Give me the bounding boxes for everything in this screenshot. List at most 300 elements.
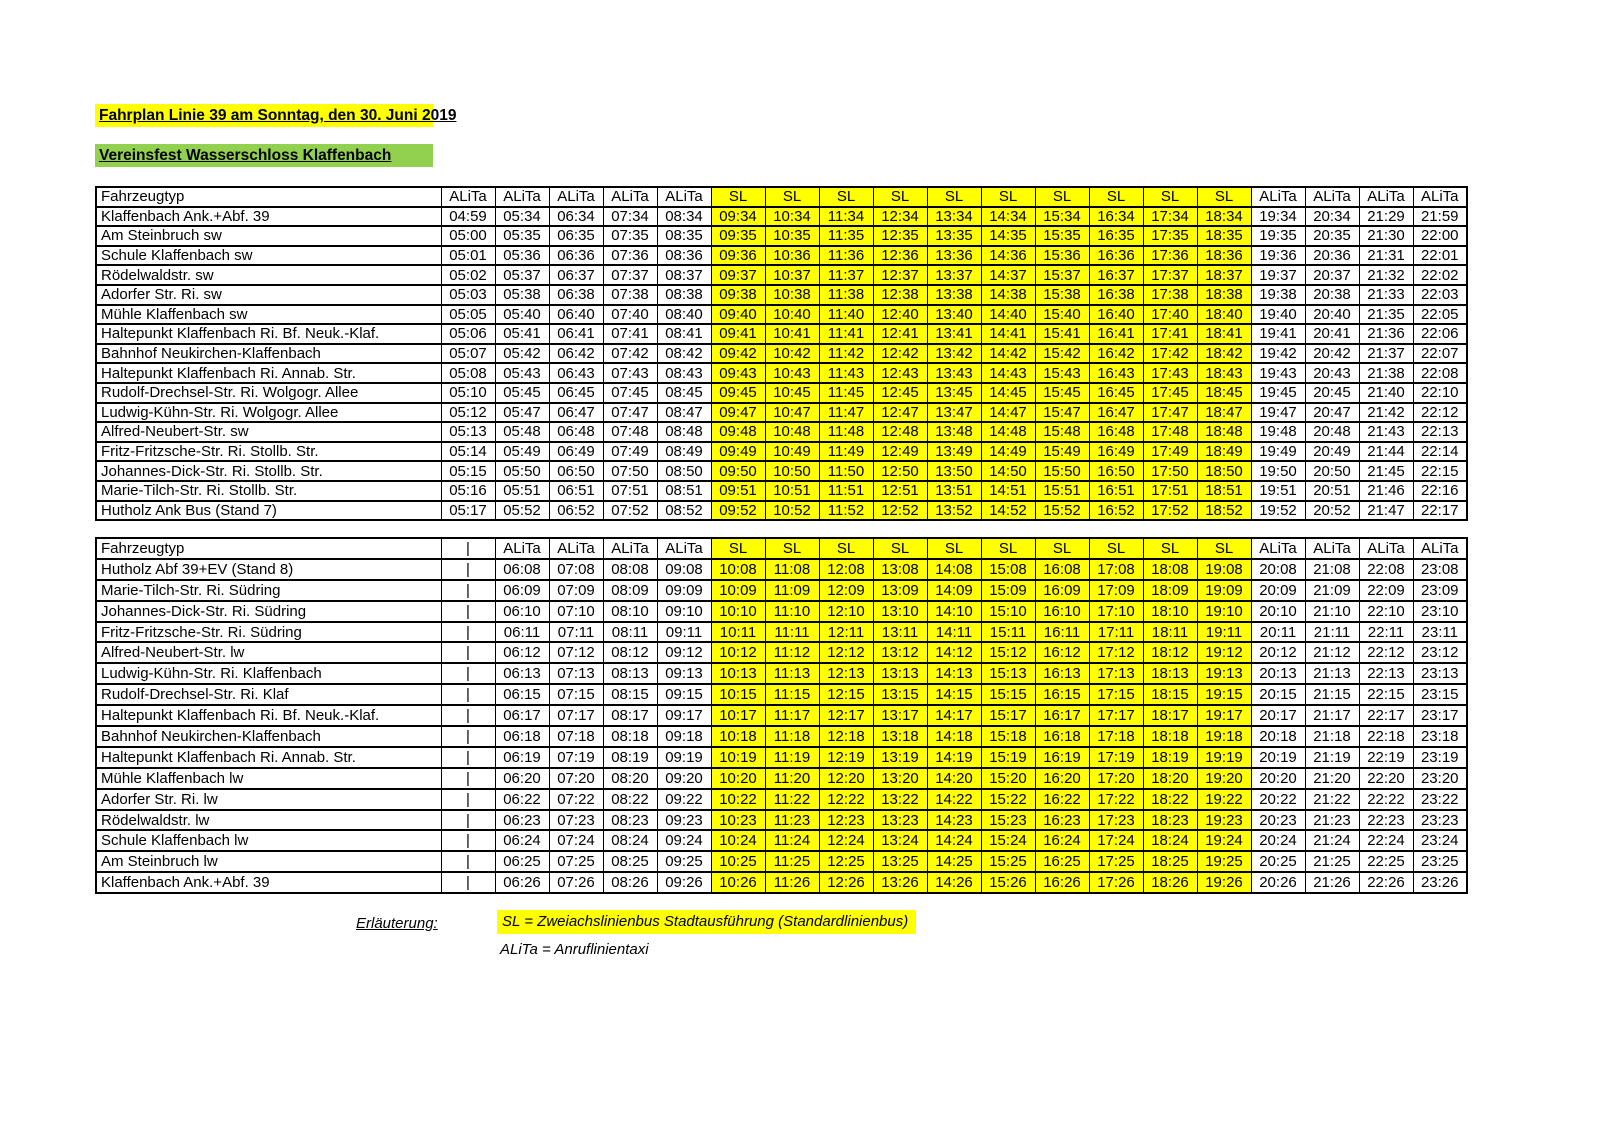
departure-time-cell: 10:50 xyxy=(765,461,819,481)
departure-time-cell: 13:40 xyxy=(927,305,981,325)
no-service-cell: | xyxy=(441,705,495,726)
stop-row xyxy=(96,705,1467,726)
departure-time-cell: 20:18 xyxy=(1251,726,1305,747)
stop-row xyxy=(96,580,1467,601)
departure-time-cell: 14:41 xyxy=(981,324,1035,344)
departure-time-cell: 21:10 xyxy=(1305,601,1359,622)
departure-time-cell: 05:08 xyxy=(441,363,495,383)
departure-time-cell: 06:45 xyxy=(549,383,603,403)
header-row xyxy=(96,187,1467,207)
departure-time-cell: 08:08 xyxy=(603,559,657,580)
departure-time-cell: 16:34 xyxy=(1089,207,1143,227)
departure-time-cell: 13:49 xyxy=(927,442,981,462)
departure-time-cell: 10:35 xyxy=(765,226,819,246)
stop-row xyxy=(96,559,1467,580)
departure-time-cell: 07:52 xyxy=(603,501,657,521)
departure-time-cell: 21:09 xyxy=(1305,580,1359,601)
departure-time-cell: 15:08 xyxy=(981,559,1035,580)
departure-time-cell: 11:51 xyxy=(819,481,873,501)
departure-time-cell: 08:48 xyxy=(657,422,711,442)
departure-time-cell: 05:14 xyxy=(441,442,495,462)
no-service-cell: | xyxy=(441,559,495,580)
departure-time-cell: 11:23 xyxy=(765,810,819,831)
departure-time-cell: 12:12 xyxy=(819,642,873,663)
departure-time-cell: 20:37 xyxy=(1305,265,1359,285)
departure-time-cell: 07:48 xyxy=(603,422,657,442)
departure-time-cell: 18:52 xyxy=(1197,501,1251,521)
departure-time-cell: 22:25 xyxy=(1359,851,1413,872)
departure-time-cell: 16:15 xyxy=(1035,684,1089,705)
departure-time-cell: 14:48 xyxy=(981,422,1035,442)
departure-time-cell: 14:36 xyxy=(981,246,1035,266)
departure-time-cell: 09:37 xyxy=(711,265,765,285)
departure-time-cell: 21:42 xyxy=(1359,403,1413,423)
departure-time-cell: 11:37 xyxy=(819,265,873,285)
stop-name-cell: Am Steinbruch lw xyxy=(96,851,441,872)
departure-time-cell: 22:10 xyxy=(1359,601,1413,622)
departure-time-cell: 21:13 xyxy=(1305,663,1359,684)
departure-time-cell: 08:11 xyxy=(603,622,657,643)
departure-time-cell: 08:43 xyxy=(657,363,711,383)
departure-time-cell: 19:42 xyxy=(1251,344,1305,364)
departure-time-cell: 08:20 xyxy=(603,768,657,789)
departure-time-cell: 20:24 xyxy=(1251,830,1305,851)
stop-row xyxy=(96,422,1467,442)
departure-time-cell: 18:45 xyxy=(1197,383,1251,403)
departure-time-cell: 09:24 xyxy=(657,830,711,851)
departure-time-cell: 20:35 xyxy=(1305,226,1359,246)
departure-time-cell: 10:26 xyxy=(711,872,765,893)
stop-name-cell: Bahnhof Neukirchen-Klaffenbach xyxy=(96,344,441,364)
departure-time-cell: 15:11 xyxy=(981,622,1035,643)
departure-time-cell: 06:10 xyxy=(495,601,549,622)
departure-time-cell: 18:11 xyxy=(1143,622,1197,643)
departure-time-cell: 06:09 xyxy=(495,580,549,601)
departure-time-cell: 06:19 xyxy=(495,747,549,768)
departure-time-cell: 14:34 xyxy=(981,207,1035,227)
departure-time-cell: 16:24 xyxy=(1035,830,1089,851)
departure-time-cell: 23:12 xyxy=(1413,642,1467,663)
departure-time-cell: 07:38 xyxy=(603,285,657,305)
departure-time-cell: 13:10 xyxy=(873,601,927,622)
stop-row xyxy=(96,403,1467,423)
departure-time-cell: 12:26 xyxy=(819,872,873,893)
departure-time-cell: 07:42 xyxy=(603,344,657,364)
departure-time-cell: 15:42 xyxy=(1035,344,1089,364)
departure-time-cell: 12:36 xyxy=(873,246,927,266)
departure-time-cell: 06:08 xyxy=(495,559,549,580)
departure-time-cell: 20:25 xyxy=(1251,851,1305,872)
departure-time-cell: 05:48 xyxy=(495,422,549,442)
departure-time-cell: 13:23 xyxy=(873,810,927,831)
departure-time-cell: 21:36 xyxy=(1359,324,1413,344)
departure-time-cell: 17:50 xyxy=(1143,461,1197,481)
departure-time-cell: 13:37 xyxy=(927,265,981,285)
departure-time-cell: 18:42 xyxy=(1197,344,1251,364)
departure-time-cell: 11:38 xyxy=(819,285,873,305)
stop-row xyxy=(96,830,1467,851)
departure-time-cell: 05:36 xyxy=(495,246,549,266)
departure-time-cell: 13:08 xyxy=(873,559,927,580)
stop-row xyxy=(96,363,1467,383)
departure-time-cell: 07:19 xyxy=(549,747,603,768)
departure-time-cell: 07:17 xyxy=(549,705,603,726)
departure-time-cell: 12:42 xyxy=(873,344,927,364)
departure-time-cell: 22:08 xyxy=(1413,363,1467,383)
departure-time-cell: 16:11 xyxy=(1035,622,1089,643)
stop-name-cell: Mühle Klaffenbach sw xyxy=(96,305,441,325)
departure-time-cell: 11:48 xyxy=(819,422,873,442)
departure-time-cell: 08:35 xyxy=(657,226,711,246)
departure-time-cell: 08:15 xyxy=(603,684,657,705)
departure-time-cell: 07:11 xyxy=(549,622,603,643)
departure-time-cell: 16:26 xyxy=(1035,872,1089,893)
departure-time-cell: 14:37 xyxy=(981,265,1035,285)
departure-time-cell: 06:48 xyxy=(549,422,603,442)
departure-time-cell: 22:05 xyxy=(1413,305,1467,325)
departure-time-cell: 05:16 xyxy=(441,481,495,501)
stop-row xyxy=(96,726,1467,747)
departure-time-cell: 09:43 xyxy=(711,363,765,383)
departure-time-cell: 19:18 xyxy=(1197,726,1251,747)
departure-time-cell: 14:35 xyxy=(981,226,1035,246)
departure-time-cell: 23:26 xyxy=(1413,872,1467,893)
departure-time-cell: 16:23 xyxy=(1035,810,1089,831)
departure-time-cell: 07:40 xyxy=(603,305,657,325)
departure-time-cell: 07:36 xyxy=(603,246,657,266)
departure-time-cell: 22:13 xyxy=(1413,422,1467,442)
stop-name-cell: Haltepunkt Klaffenbach Ri. Bf. Neuk.-Klaf. xyxy=(96,705,441,726)
column-header-alita: ALiTa xyxy=(441,187,495,207)
departure-time-cell: 14:09 xyxy=(927,580,981,601)
departure-time-cell: 10:10 xyxy=(711,601,765,622)
departure-time-cell: 15:23 xyxy=(981,810,1035,831)
departure-time-cell: 19:47 xyxy=(1251,403,1305,423)
departure-time-cell: 09:35 xyxy=(711,226,765,246)
departure-time-cell: 11:13 xyxy=(765,663,819,684)
departure-time-cell: 15:15 xyxy=(981,684,1035,705)
departure-time-cell: 20:42 xyxy=(1305,344,1359,364)
departure-time-cell: 20:19 xyxy=(1251,747,1305,768)
departure-time-cell: 11:40 xyxy=(819,305,873,325)
departure-time-cell: 06:51 xyxy=(549,481,603,501)
departure-time-cell: 05:51 xyxy=(495,481,549,501)
departure-time-cell: 14:19 xyxy=(927,747,981,768)
departure-time-cell: 07:51 xyxy=(603,481,657,501)
departure-time-cell: 22:12 xyxy=(1359,642,1413,663)
departure-time-cell: 09:42 xyxy=(711,344,765,364)
departure-time-cell: 19:45 xyxy=(1251,383,1305,403)
departure-time-cell: 18:43 xyxy=(1197,363,1251,383)
departure-time-cell: 22:11 xyxy=(1359,622,1413,643)
departure-time-cell: 09:51 xyxy=(711,481,765,501)
departure-time-cell: 12:19 xyxy=(819,747,873,768)
departure-time-cell: 10:08 xyxy=(711,559,765,580)
departure-time-cell: 22:15 xyxy=(1359,684,1413,705)
departure-time-cell: 12:24 xyxy=(819,830,873,851)
departure-time-cell: 14:40 xyxy=(981,305,1035,325)
departure-time-cell: 18:19 xyxy=(1143,747,1197,768)
departure-time-cell: 05:13 xyxy=(441,422,495,442)
departure-time-cell: 17:43 xyxy=(1143,363,1197,383)
departure-time-cell: 14:20 xyxy=(927,768,981,789)
departure-time-cell: 07:08 xyxy=(549,559,603,580)
departure-time-cell: 22:13 xyxy=(1359,663,1413,684)
departure-time-cell: 05:17 xyxy=(441,501,495,521)
departure-time-cell: 10:34 xyxy=(765,207,819,227)
departure-time-cell: 13:50 xyxy=(927,461,981,481)
column-header-alita: ALiTa xyxy=(657,187,711,207)
departure-time-cell: 12:18 xyxy=(819,726,873,747)
departure-time-cell: 11:24 xyxy=(765,830,819,851)
stop-name-cell: Haltepunkt Klaffenbach Ri. Annab. Str. xyxy=(96,747,441,768)
departure-time-cell: 08:50 xyxy=(657,461,711,481)
departure-time-cell: 23:15 xyxy=(1413,684,1467,705)
departure-time-cell: 12:48 xyxy=(873,422,927,442)
departure-time-cell: 09:20 xyxy=(657,768,711,789)
departure-time-cell: 21:08 xyxy=(1305,559,1359,580)
departure-time-cell: 21:25 xyxy=(1305,851,1359,872)
departure-time-cell: 21:22 xyxy=(1305,789,1359,810)
departure-time-cell: 06:25 xyxy=(495,851,549,872)
departure-time-cell: 09:13 xyxy=(657,663,711,684)
departure-time-cell: 23:25 xyxy=(1413,851,1467,872)
departure-time-cell: 14:49 xyxy=(981,442,1035,462)
departure-time-cell: 08:25 xyxy=(603,851,657,872)
legend-label: Erläuterung: xyxy=(356,915,438,932)
departure-time-cell: 22:09 xyxy=(1359,580,1413,601)
departure-time-cell: 22:16 xyxy=(1413,481,1467,501)
departure-time-cell: 07:45 xyxy=(603,383,657,403)
departure-time-cell: 09:22 xyxy=(657,789,711,810)
departure-time-cell: 10:12 xyxy=(711,642,765,663)
stop-row xyxy=(96,285,1467,305)
departure-time-cell: 17:18 xyxy=(1089,726,1143,747)
departure-time-cell: 19:15 xyxy=(1197,684,1251,705)
departure-time-cell: 19:52 xyxy=(1251,501,1305,521)
departure-time-cell: 10:48 xyxy=(765,422,819,442)
departure-time-cell: 15:12 xyxy=(981,642,1035,663)
stop-name-cell: Rödelwaldstr. sw xyxy=(96,265,441,285)
departure-time-cell: 16:41 xyxy=(1089,324,1143,344)
departure-time-cell: 22:17 xyxy=(1359,705,1413,726)
departure-time-cell: 10:42 xyxy=(765,344,819,364)
stop-row xyxy=(96,324,1467,344)
column-header-sl: SL xyxy=(927,538,981,559)
departure-time-cell: 21:24 xyxy=(1305,830,1359,851)
departure-time-cell: 06:49 xyxy=(549,442,603,462)
departure-time-cell: 06:50 xyxy=(549,461,603,481)
stop-name-cell: Johannes-Dick-Str. Ri. Stollb. Str. xyxy=(96,461,441,481)
departure-time-cell: 05:52 xyxy=(495,501,549,521)
departure-time-cell: 07:26 xyxy=(549,872,603,893)
departure-time-cell: 22:17 xyxy=(1413,501,1467,521)
departure-time-cell: 19:11 xyxy=(1197,622,1251,643)
departure-time-cell: 22:20 xyxy=(1359,768,1413,789)
departure-time-cell: 15:19 xyxy=(981,747,1035,768)
departure-time-cell: 18:12 xyxy=(1143,642,1197,663)
departure-time-cell: 12:10 xyxy=(819,601,873,622)
column-header-sl: SL xyxy=(1035,538,1089,559)
no-service-cell: | xyxy=(441,789,495,810)
departure-time-cell: 19:37 xyxy=(1251,265,1305,285)
stop-row xyxy=(96,226,1467,246)
departure-time-cell: 17:25 xyxy=(1089,851,1143,872)
stop-name-cell: Fritz-Fritzsche-Str. Ri. Stollb. Str. xyxy=(96,442,441,462)
departure-time-cell: 07:22 xyxy=(549,789,603,810)
departure-time-cell: 07:09 xyxy=(549,580,603,601)
departure-time-cell: 05:02 xyxy=(441,265,495,285)
stop-row xyxy=(96,684,1467,705)
departure-time-cell: 04:59 xyxy=(441,207,495,227)
departure-time-cell: 06:38 xyxy=(549,285,603,305)
column-header-alita: ALiTa xyxy=(549,538,603,559)
departure-time-cell: 22:00 xyxy=(1413,226,1467,246)
column-header-alita: ALiTa xyxy=(495,538,549,559)
departure-time-cell: 15:18 xyxy=(981,726,1035,747)
departure-time-cell: 17:41 xyxy=(1143,324,1197,344)
departure-time-cell: 14:42 xyxy=(981,344,1035,364)
column-header-sl: SL xyxy=(1197,187,1251,207)
departure-time-cell: 20:36 xyxy=(1305,246,1359,266)
departure-time-cell: 17:37 xyxy=(1143,265,1197,285)
stop-name-cell: Schule Klaffenbach lw xyxy=(96,830,441,851)
departure-time-cell: 13:34 xyxy=(927,207,981,227)
departure-time-cell: 17:11 xyxy=(1089,622,1143,643)
column-header-sl: SL xyxy=(765,187,819,207)
departure-time-cell: 06:41 xyxy=(549,324,603,344)
departure-time-cell: 13:36 xyxy=(927,246,981,266)
departure-time-cell: 11:20 xyxy=(765,768,819,789)
departure-time-cell: 17:26 xyxy=(1089,872,1143,893)
departure-time-cell: 21:31 xyxy=(1359,246,1413,266)
departure-time-cell: 12:41 xyxy=(873,324,927,344)
departure-time-cell: 18:36 xyxy=(1197,246,1251,266)
departure-time-cell: 12:40 xyxy=(873,305,927,325)
departure-time-cell: 06:24 xyxy=(495,830,549,851)
departure-time-cell: 13:11 xyxy=(873,622,927,643)
departure-time-cell: 07:34 xyxy=(603,207,657,227)
departure-time-cell: 21:44 xyxy=(1359,442,1413,462)
departure-time-cell: 10:11 xyxy=(711,622,765,643)
departure-time-cell: 09:09 xyxy=(657,580,711,601)
departure-time-cell: 12:50 xyxy=(873,461,927,481)
departure-time-cell: 08:12 xyxy=(603,642,657,663)
departure-time-cell: 10:18 xyxy=(711,726,765,747)
departure-time-cell: 21:46 xyxy=(1359,481,1413,501)
stop-name-cell: Adorfer Str. Ri. lw xyxy=(96,789,441,810)
departure-time-cell: 05:41 xyxy=(495,324,549,344)
departure-time-cell: 05:38 xyxy=(495,285,549,305)
stop-row xyxy=(96,246,1467,266)
departure-time-cell: 19:12 xyxy=(1197,642,1251,663)
departure-time-cell: 10:17 xyxy=(711,705,765,726)
departure-time-cell: 19:50 xyxy=(1251,461,1305,481)
departure-time-cell: 10:36 xyxy=(765,246,819,266)
departure-time-cell: 06:26 xyxy=(495,872,549,893)
departure-time-cell: 10:19 xyxy=(711,747,765,768)
departure-time-cell: 12:20 xyxy=(819,768,873,789)
departure-time-cell: 06:43 xyxy=(549,363,603,383)
departure-time-cell: 19:13 xyxy=(1197,663,1251,684)
departure-time-cell: 07:15 xyxy=(549,684,603,705)
stop-name-cell: Hutholz Ank Bus (Stand 7) xyxy=(96,501,441,521)
column-header-alita: ALiTa xyxy=(603,538,657,559)
departure-time-cell: 07:41 xyxy=(603,324,657,344)
departure-time-cell: 16:25 xyxy=(1035,851,1089,872)
departure-time-cell: 19:48 xyxy=(1251,422,1305,442)
departure-time-cell: 13:42 xyxy=(927,344,981,364)
departure-time-cell: 05:50 xyxy=(495,461,549,481)
departure-time-cell: 05:06 xyxy=(441,324,495,344)
timetable-return xyxy=(95,537,1468,894)
departure-time-cell: 08:42 xyxy=(657,344,711,364)
departure-time-cell: 14:24 xyxy=(927,830,981,851)
column-header-sl: SL xyxy=(981,187,1035,207)
departure-time-cell: 14:17 xyxy=(927,705,981,726)
column-header-no-service: | xyxy=(441,538,495,559)
departure-time-cell: 16:42 xyxy=(1089,344,1143,364)
departure-time-cell: 21:47 xyxy=(1359,501,1413,521)
departure-time-cell: 21:33 xyxy=(1359,285,1413,305)
departure-time-cell: 14:50 xyxy=(981,461,1035,481)
departure-time-cell: 12:43 xyxy=(873,363,927,383)
departure-time-cell: 18:35 xyxy=(1197,226,1251,246)
departure-time-cell: 09:23 xyxy=(657,810,711,831)
departure-time-cell: 15:38 xyxy=(1035,285,1089,305)
departure-time-cell: 11:19 xyxy=(765,747,819,768)
departure-time-cell: 07:47 xyxy=(603,403,657,423)
departure-time-cell: 23:13 xyxy=(1413,663,1467,684)
departure-time-cell: 09:48 xyxy=(711,422,765,442)
departure-time-cell: 14:10 xyxy=(927,601,981,622)
departure-time-cell: 15:22 xyxy=(981,789,1035,810)
departure-time-cell: 06:13 xyxy=(495,663,549,684)
departure-time-cell: 23:11 xyxy=(1413,622,1467,643)
departure-time-cell: 13:41 xyxy=(927,324,981,344)
departure-time-cell: 09:11 xyxy=(657,622,711,643)
column-header-alita: ALiTa xyxy=(1413,538,1467,559)
stop-name-cell: Haltepunkt Klaffenbach Ri. Bf. Neuk.-Klaf. xyxy=(96,324,441,344)
stop-name-cell: Fritz-Fritzsche-Str. Ri. Südring xyxy=(96,622,441,643)
departure-time-cell: 17:40 xyxy=(1143,305,1197,325)
departure-time-cell: 13:47 xyxy=(927,403,981,423)
departure-time-cell: 22:23 xyxy=(1359,810,1413,831)
stop-row xyxy=(96,207,1467,227)
stop-row xyxy=(96,642,1467,663)
departure-time-cell: 20:13 xyxy=(1251,663,1305,684)
departure-time-cell: 09:52 xyxy=(711,501,765,521)
departure-time-cell: 16:38 xyxy=(1089,285,1143,305)
departure-time-cell: 11:36 xyxy=(819,246,873,266)
departure-time-cell: 13:09 xyxy=(873,580,927,601)
departure-time-cell: 16:51 xyxy=(1089,481,1143,501)
departure-time-cell: 11:11 xyxy=(765,622,819,643)
departure-time-cell: 05:47 xyxy=(495,403,549,423)
departure-time-cell: 15:36 xyxy=(1035,246,1089,266)
departure-time-cell: 18:26 xyxy=(1143,872,1197,893)
departure-time-cell: 17:34 xyxy=(1143,207,1197,227)
departure-time-cell: 07:25 xyxy=(549,851,603,872)
departure-time-cell: 23:17 xyxy=(1413,705,1467,726)
departure-time-cell: 15:52 xyxy=(1035,501,1089,521)
departure-time-cell: 22:01 xyxy=(1413,246,1467,266)
departure-time-cell: 09:41 xyxy=(711,324,765,344)
departure-time-cell: 20:09 xyxy=(1251,580,1305,601)
header-row xyxy=(96,538,1467,559)
departure-time-cell: 22:19 xyxy=(1359,747,1413,768)
departure-time-cell: 10:49 xyxy=(765,442,819,462)
